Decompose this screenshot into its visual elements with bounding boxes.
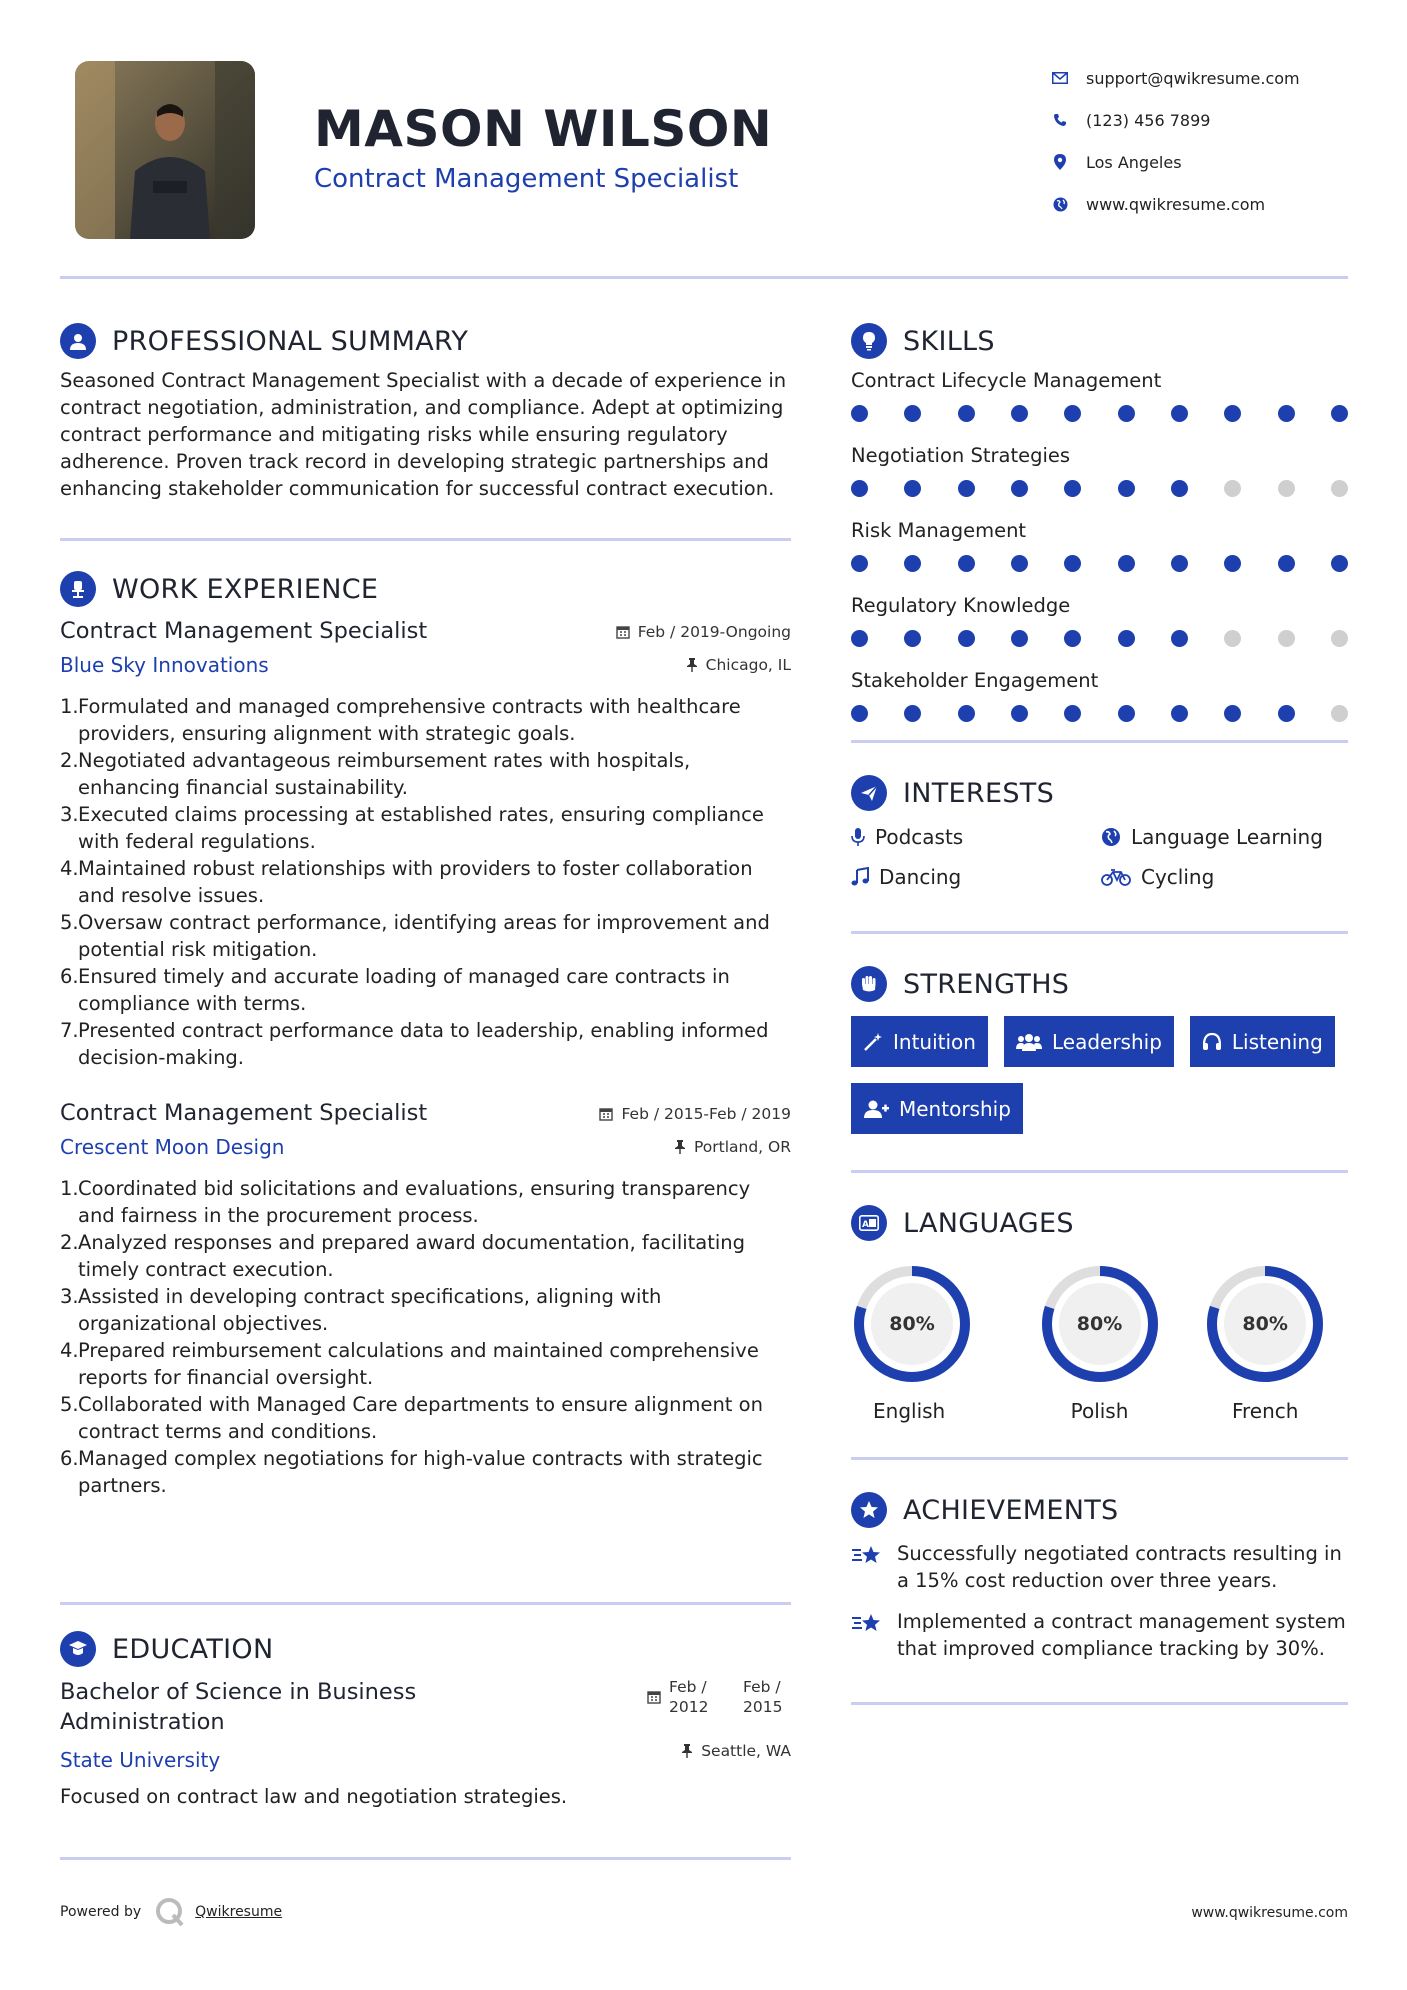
language-item: [1017, 1263, 1183, 1423]
rating-dot-filled: [1171, 705, 1188, 722]
rating-dot-filled: [1011, 405, 1028, 422]
bicycle-icon: [1101, 868, 1131, 886]
rating-dot-filled: [851, 555, 868, 572]
list-item: 4. Maintained robust relationships with providers to foster collaboration and resolve issues.: [60, 857, 753, 907]
rating-dot-filled: [1011, 705, 1028, 722]
job-location: [686, 649, 791, 681]
skill-name: Contract Lifecycle Management: [851, 369, 1162, 392]
rating-dot-filled: [958, 630, 975, 647]
email-icon: [1050, 68, 1070, 88]
education-start: Feb / 2012: [669, 1678, 709, 1716]
magic-wand-icon: [863, 1032, 883, 1052]
list-item: 4. Prepared reimbursement calculations and maintained comprehensive reports for financial oversight.: [60, 1339, 759, 1389]
language-item: [1182, 1263, 1348, 1423]
list-item: 3. Executed claims processing at established rates, ensuring compliance with federal regulations.: [60, 803, 764, 853]
rating-dot-filled: [1118, 705, 1135, 722]
pushpin-icon: [681, 1744, 693, 1758]
profile-photo: [75, 61, 255, 239]
rating-dot-filled: [851, 705, 868, 722]
list-item: 1. Formulated and managed comprehensive contracts with healthcare providers, ensuring alignment with strategic goals.: [60, 695, 741, 745]
summary-title: PROFESSIONAL SUMMARY: [112, 325, 469, 357]
language-name: Polish: [1070, 1399, 1129, 1423]
strength-label: Mentorship: [899, 1096, 1011, 1121]
interest-label: Dancing: [879, 865, 962, 889]
rating-dot-empty: [1224, 630, 1241, 647]
experience-section: [60, 569, 791, 1499]
job-dates: [599, 1097, 791, 1131]
rating-dot-filled: [1064, 555, 1081, 572]
job-location: [674, 1131, 791, 1163]
star-badge-icon: [851, 1492, 887, 1528]
language-progress-ring: [851, 1263, 973, 1385]
education-location-text: Seattle, WA: [701, 1742, 791, 1760]
section-divider: [851, 931, 1348, 934]
job-dates: [616, 615, 791, 649]
strengths-section: [851, 964, 1348, 1173]
skills-heading: [851, 321, 1348, 361]
strength-label: Leadership: [1051, 1029, 1162, 1054]
rating-dot-filled: [1331, 405, 1348, 422]
skill-name: Regulatory Knowledge: [851, 594, 1071, 617]
achievements-title: ACHIEVEMENTS: [903, 1494, 1119, 1526]
strengths-list: [851, 1016, 1348, 1134]
rating-dot-filled: [904, 405, 921, 422]
job-company: Blue Sky Innovations: [60, 653, 269, 677]
rating-dot-empty: [1331, 705, 1348, 722]
degree-line-1: Bachelor of Science in Business: [60, 1679, 417, 1705]
candidate-name: MASON WILSON: [314, 100, 773, 158]
rating-dot-filled: [904, 630, 921, 647]
left-column: [60, 276, 791, 1499]
shooting-star-icon: [851, 1612, 883, 1636]
rating-dot-filled: [958, 555, 975, 572]
contact-phone[interactable]: [1050, 99, 1300, 141]
interest-label: Language Learning: [1131, 825, 1323, 849]
languages-section: [851, 1203, 1348, 1460]
interest-item: [851, 865, 1101, 889]
interest-item: [851, 825, 1101, 849]
strength-tag: [1190, 1016, 1335, 1067]
skills-list: [851, 367, 1348, 722]
job-title: Contract Management Specialist: [60, 618, 428, 644]
list-item: 6. Ensured timely and accurate loading of managed care contracts in compliance with terms.: [60, 965, 730, 1015]
languages-list: [851, 1263, 1348, 1423]
achievement-text: Successfully negotiated contracts resulting in a 15% cost reduction over three years.: [897, 1542, 1342, 1592]
rating-dot-filled: [1224, 405, 1241, 422]
rating-dot-filled: [1171, 555, 1188, 572]
strength-tag: [1004, 1016, 1174, 1067]
user-plus-icon: [863, 1099, 889, 1119]
rating-dot-filled: [1224, 705, 1241, 722]
achievements-section: [851, 1490, 1348, 1705]
skill-name: Stakeholder Engagement: [851, 669, 1099, 692]
raised-fist-icon: [851, 966, 887, 1002]
rating-dot-empty: [1278, 630, 1295, 647]
right-column: [851, 276, 1348, 1705]
list-item: 2. Analyzed responses and prepared award documentation, facilitating timely contract execution.: [60, 1231, 746, 1281]
list-item: 1. Coordinated bid solicitations and evaluations, ensuring transparency and fairness in the procurement process.: [60, 1177, 751, 1227]
achievements-heading: [851, 1490, 1348, 1530]
rating-dot-filled: [1064, 480, 1081, 497]
section-divider: [60, 538, 791, 541]
education-dates: [647, 1677, 791, 1717]
contact-website-text: www.qwikresume.com: [1086, 194, 1266, 214]
education-heading: [60, 1629, 791, 1669]
headphones-icon: [1202, 1032, 1222, 1052]
skill-rating: [851, 480, 1348, 497]
job-company: Crescent Moon Design: [60, 1135, 285, 1159]
job-title: Contract Management Specialist: [60, 1100, 428, 1126]
contact-website[interactable]: [1050, 183, 1300, 225]
rating-dot-filled: [904, 555, 921, 572]
rating-dot-filled: [904, 705, 921, 722]
strength-label: Intuition: [893, 1029, 976, 1054]
rating-dot-empty: [1331, 480, 1348, 497]
job-dates-text: Feb / 2019-Ongoing: [637, 623, 791, 641]
rating-dot-filled: [1278, 705, 1295, 722]
interest-item: [1101, 825, 1348, 849]
list-item: 5. Oversaw contract performance, identifying areas for improvement and potential risk mitigation.: [60, 911, 770, 961]
summary-heading: [60, 321, 791, 361]
rating-dot-filled: [1171, 405, 1188, 422]
rating-dot-filled: [1011, 555, 1028, 572]
job-entry: [60, 615, 791, 1071]
paper-plane-icon: [851, 775, 887, 811]
rating-dot-filled: [1331, 555, 1348, 572]
rating-dot-filled: [1171, 630, 1188, 647]
rating-dot-filled: [958, 405, 975, 422]
candidate-role: Contract Management Specialist: [314, 164, 739, 194]
rating-dot-filled: [851, 480, 868, 497]
list-item: 5. Collaborated with Managed Care departments to ensure alignment on contract terms and conditions.: [60, 1393, 763, 1443]
shooting-star-icon: [851, 1544, 883, 1568]
job-dates-text: Feb / 2015-Feb / 2019: [621, 1105, 791, 1123]
achievement-item: [851, 1540, 1348, 1594]
job-bullets: [60, 693, 791, 1071]
languages-heading: [851, 1203, 1348, 1243]
svg-text:A: A: [862, 1220, 869, 1230]
rating-dot-filled: [1064, 630, 1081, 647]
list-item: 3. Assisted in developing contract specifications, aligning with organizational objectives.: [60, 1285, 662, 1335]
powered-by-text: Powered by: [60, 1904, 142, 1920]
contact-location: [1050, 141, 1300, 183]
language-name: French: [1231, 1399, 1299, 1423]
list-item: 6. Managed complex negotiations for high-value contracts with strategic partners.: [60, 1447, 763, 1497]
interests-heading: [851, 773, 1348, 813]
rating-dot-filled: [1011, 480, 1028, 497]
rating-dot-filled: [958, 480, 975, 497]
globe-icon: [1101, 827, 1121, 847]
experience-title: WORK EXPERIENCE: [112, 573, 379, 605]
skill-rating: [851, 555, 1348, 572]
summary-text: Seasoned Contract Management Specialist with a decade of experience in contract negotiation, administration, and compliance. Adept at optimizing contract performance and mitigating risks while ensuring regulatory adherence. Proven track record in developing strategic partnerships and enhancing stakeholder communication for successful contract execution.: [60, 369, 787, 500]
language-item: [851, 1263, 1017, 1423]
microphone-icon: [851, 827, 865, 847]
job-location-text: Portland, OR: [693, 1138, 791, 1156]
rating-dot-filled: [1011, 630, 1028, 647]
lightbulb-icon: [851, 323, 887, 359]
skill-rating: [851, 405, 1348, 422]
contact-email[interactable]: [1050, 57, 1300, 99]
rating-dot-empty: [1331, 630, 1348, 647]
strength-tag: [851, 1083, 1023, 1134]
rating-dot-empty: [1224, 480, 1241, 497]
section-divider: [851, 1702, 1348, 1705]
section-divider: [60, 1602, 791, 1605]
contact-email-text: support@qwikresume.com: [1086, 68, 1300, 88]
language-progress-ring: [1039, 1263, 1161, 1385]
interest-label: Podcasts: [875, 825, 964, 849]
interest-label: Cycling: [1141, 865, 1215, 889]
rating-dot-filled: [958, 705, 975, 722]
briefcase-chair-icon: [60, 571, 96, 607]
rating-dot-filled: [1278, 555, 1295, 572]
interests-list: [851, 825, 1348, 889]
achievement-text: Implemented a contract management system that improved compliance tracking by 30%.: [897, 1610, 1346, 1660]
contact-phone-text: (123) 456 7899: [1086, 110, 1211, 130]
interests-section: [851, 773, 1348, 934]
languages-title: LANGUAGES: [903, 1207, 1074, 1239]
user-icon: [60, 323, 96, 359]
job-location-text: Chicago, IL: [705, 656, 791, 674]
language-percent: 80%: [871, 1283, 953, 1365]
location-pin-icon: [1050, 152, 1070, 172]
contact-location-text: Los Angeles: [1086, 152, 1182, 172]
list-item: 7. Presented contract performance data to leadership, enabling informed decision-making.: [60, 1019, 769, 1069]
calendar-icon: [599, 1107, 613, 1121]
language-percent: 80%: [1059, 1283, 1141, 1365]
achievement-item: [851, 1608, 1348, 1662]
job-entry: [60, 1097, 791, 1499]
rating-dot-filled: [1224, 555, 1241, 572]
skill-rating: [851, 630, 1348, 647]
strength-label: Listening: [1231, 1029, 1323, 1054]
rating-dot-filled: [904, 480, 921, 497]
section-divider: [851, 1457, 1348, 1460]
strength-tag: [851, 1016, 988, 1067]
skill-name: Negotiation Strategies: [851, 444, 1071, 467]
school-name: State University: [60, 1748, 221, 1772]
experience-heading: [60, 569, 791, 609]
skill-name: Risk Management: [851, 519, 1027, 542]
education-location: [681, 1735, 791, 1767]
globe-icon: [1050, 194, 1070, 214]
interests-title: INTERESTS: [903, 777, 1055, 809]
section-divider: [60, 1857, 791, 1860]
education-end: Feb / 2015: [743, 1678, 783, 1716]
pushpin-icon: [674, 1140, 686, 1154]
rating-dot-filled: [1278, 405, 1295, 422]
rating-dot-filled: [1118, 480, 1135, 497]
music-note-icon: [851, 867, 869, 887]
language-progress-ring: [1204, 1263, 1326, 1385]
footer-powered-by: [60, 1897, 282, 1927]
job-bullets: [60, 1175, 791, 1499]
rating-dot-filled: [851, 630, 868, 647]
degree-line-2: Administration: [60, 1709, 225, 1735]
brand-link[interactable]: Qwikresume: [195, 1904, 283, 1920]
graduate-icon: [60, 1631, 96, 1667]
education-title: EDUCATION: [112, 1633, 274, 1665]
rating-dot-filled: [1118, 405, 1135, 422]
rating-dot-filled: [1118, 630, 1135, 647]
list-item: 2. Negotiated advantageous reimbursement rates with hospitals, enhancing financial sustainability.: [60, 749, 691, 799]
section-divider: [851, 1170, 1348, 1173]
skills-title: SKILLS: [903, 325, 995, 357]
strengths-title: STRENGTHS: [903, 968, 1070, 1000]
pushpin-icon: [686, 658, 698, 672]
skills-section: [851, 321, 1348, 743]
users-icon: [1016, 1032, 1042, 1052]
education-section: [60, 1602, 791, 1860]
rating-dot-filled: [1118, 555, 1135, 572]
summary-section: [60, 321, 791, 502]
rating-dot-filled: [1064, 705, 1081, 722]
section-divider: [851, 740, 1348, 743]
language-icon: [851, 1205, 887, 1241]
calendar-icon: [647, 1690, 661, 1704]
interest-item: [1101, 865, 1348, 889]
calendar-icon: [616, 625, 630, 639]
strengths-heading: [851, 964, 1348, 1004]
rating-dot-filled: [851, 405, 868, 422]
skill-rating: [851, 705, 1348, 722]
phone-icon: [1050, 110, 1070, 130]
qwikresume-logo-icon: [155, 1897, 185, 1927]
language-name: English: [873, 1399, 946, 1423]
language-percent: 80%: [1224, 1283, 1306, 1365]
contact-list: [1050, 57, 1300, 225]
education-description: Focused on contract law and negotiation strategies.: [60, 1785, 568, 1808]
rating-dot-filled: [1064, 405, 1081, 422]
footer-website[interactable]: www.qwikresume.com: [1191, 1905, 1348, 1921]
rating-dot-empty: [1278, 480, 1295, 497]
rating-dot-filled: [1171, 480, 1188, 497]
